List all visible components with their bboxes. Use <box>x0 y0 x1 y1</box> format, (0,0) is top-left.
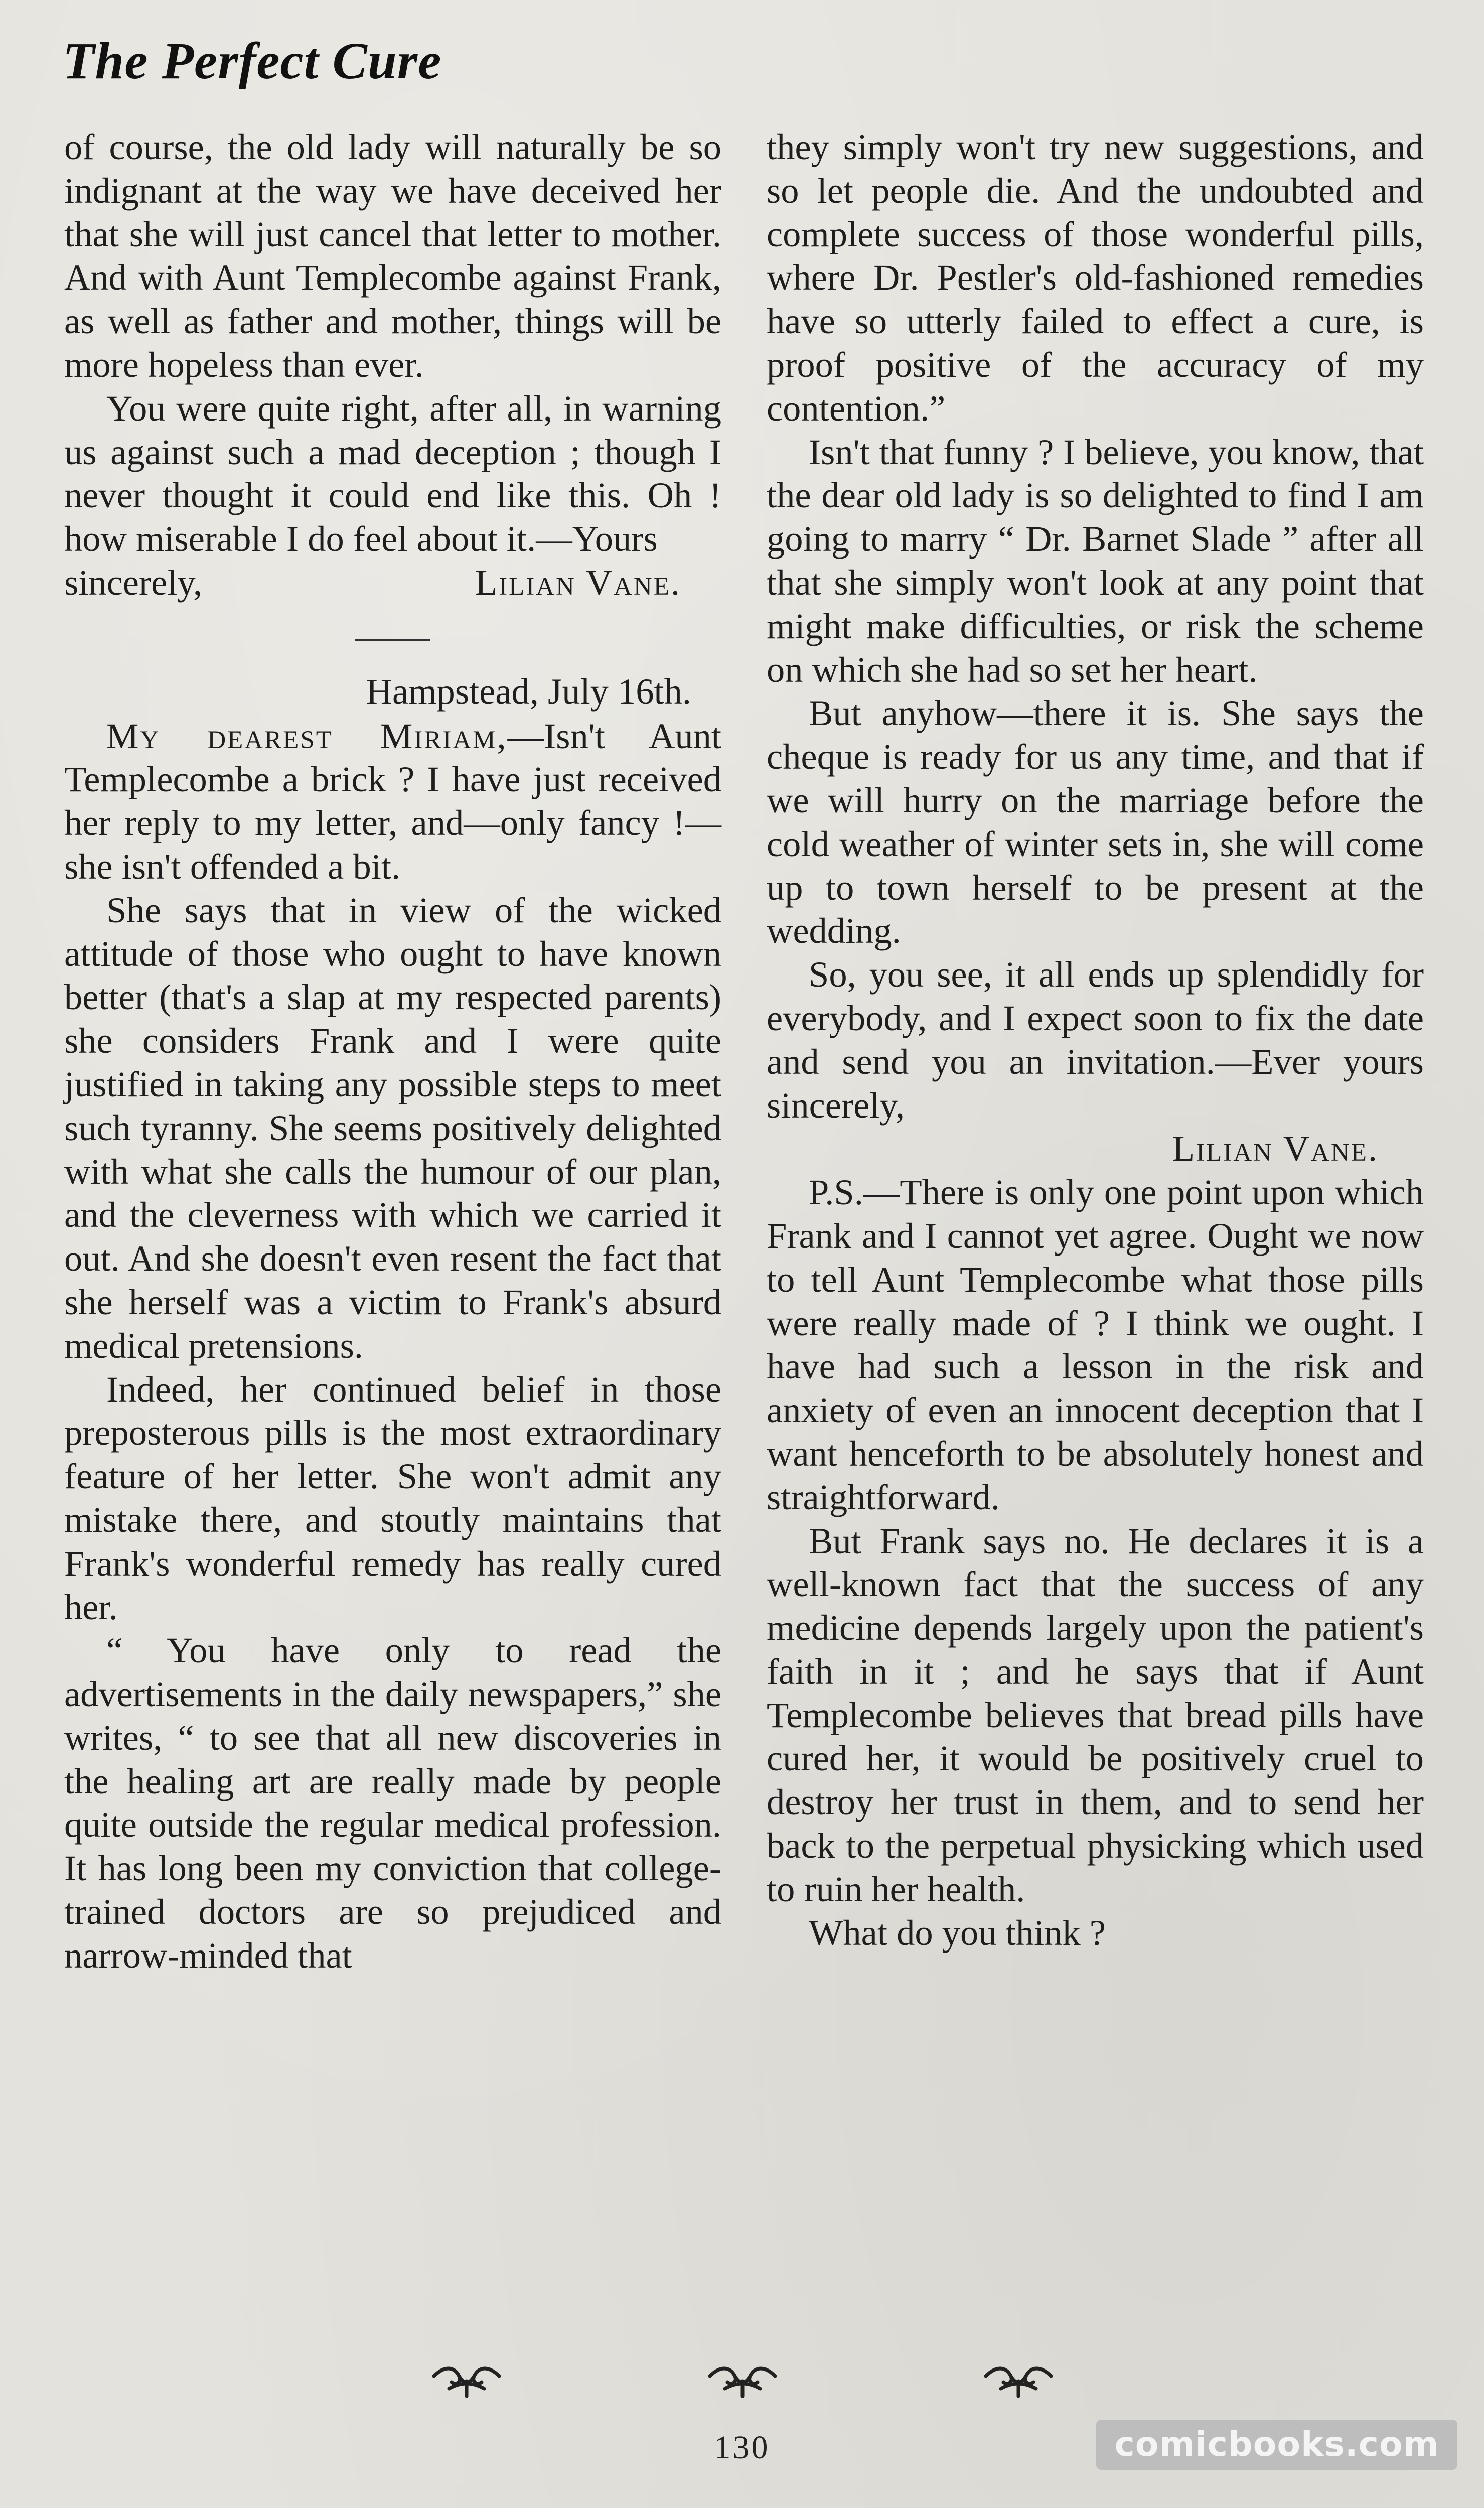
paragraph: Indeed, her continued belief in those preposterous pills is the most extraordinary feature of her letter. She won't admit any mistake there, and stoutly maintains that Frank's wonderful remedy has really cured her. <box>64 1368 721 1627</box>
paragraph: What do you think ? <box>809 1912 1106 1953</box>
right-column <box>767 125 1424 1955</box>
watermark: comicbooks.com <box>1096 2420 1457 2470</box>
footer-ornaments <box>0 2361 1484 2401</box>
page-number: 130 <box>714 2429 770 2466</box>
signature-text: Lilian Vane. <box>1172 1128 1379 1169</box>
paragraph: But anyhow—there it is. She says the cheque is ready for us any time, and that if we will hurry on the marriage before the cold weather of winter sets in, she will come up to town herself to be present at the wedding. <box>767 692 1424 951</box>
paragraph: But Frank says no. He declares it is a well-known fact that the success of any medicine depends largely upon the patient's faith in it ; and he says that if Aunt Templecombe believes that bread pills have cured her, it would be positively cruel to destroy her trust in them, and to send her back to the perpetual physicking which used to ruin her health. <box>767 1520 1424 1909</box>
running-title: The Perfect Cure <box>63 32 442 90</box>
fleuron-ornament-icon <box>981 2361 1056 2401</box>
signature: Lilian Vane. <box>475 562 681 603</box>
paragraph: She says that in view of the wicked attitude of those who ought to have known better (that's a slap at my respected parents) she considers Frank and I were quite justified in taking any possible steps to meet such tyranny. She seems positively delighted with what she calls the humour of our plan, and the cleverness with which we carried it out. And she doesn't even resent the fact that she herself was a victim to Frank's absurd medical pretensions. <box>64 889 721 1366</box>
paragraph-text: —Isn't Aunt Templecombe a brick ? I have just received her reply to my letter, and—only fancy !—she isn't offended a bit. <box>64 715 721 887</box>
fleuron-ornament-icon <box>429 2361 504 2401</box>
signature <box>767 1127 1424 1171</box>
paragraph: So, you see, it all ends up splendidly for everybody, and I expect soon to fix the date and send you an invitation.—Ever yours sincerely, <box>767 954 1424 1126</box>
paragraph: P.S.—There is only one point upon which Frank and I cannot yet agree. Ought we now to tell Aunt Templecombe what those pills were really made of ? I think we ought. I have had such a lesson in the risk and anxiety of even an innocent deception that I want henceforth to be absolutely honest and straightforward. <box>767 1172 1424 1517</box>
closing: sincerely, <box>64 562 203 603</box>
paragraph <box>64 715 721 889</box>
dateline: Hampstead, July 16th. <box>366 670 691 712</box>
paragraph: You were quite right, after all, in warning us against such a mad deception ; though I never thought it could end like this. Oh ! how miserable I do feel about it.—Yours <box>64 387 721 560</box>
paragraph: “ You have only to read the advertisements in the daily newspapers,” she writes, “ to see that all new discoveries in the healing art are really made by people quite outside the regular medical profession. It has long been my conviction that college-trained doctors are so prejudiced and narrow-minded that <box>64 1630 721 1976</box>
paragraph: they simply won't try new suggestions, and so let people die. And the undoubted and complete success of those wonderful pills, where Dr. Pestler's old-fashioned remedies have so utterly failed to effect a cure, is proof positive of the accuracy of my contention.” <box>767 126 1424 429</box>
salutation: My dearest Miriam, <box>106 715 508 756</box>
left-column <box>64 125 721 1978</box>
paragraph: of course, the old lady will naturally be so indignant at the way we have deceived her that she will just cancel that letter to mother. And with Aunt Templecombe against Frank, as well as father and mother, things will be more hopeless than ever. <box>64 126 721 385</box>
fleuron-ornament-icon <box>705 2361 780 2401</box>
paragraph: Isn't that funny ? I believe, you know, that the dear old lady is so delighted to find I am going to marry “ Dr. Barnet Slade ” after all that she simply won't look at any point that might make difficulties, or risk the scheme on which she had so set her heart. <box>767 431 1424 690</box>
signature-line <box>64 561 721 605</box>
section-divider <box>355 639 430 641</box>
